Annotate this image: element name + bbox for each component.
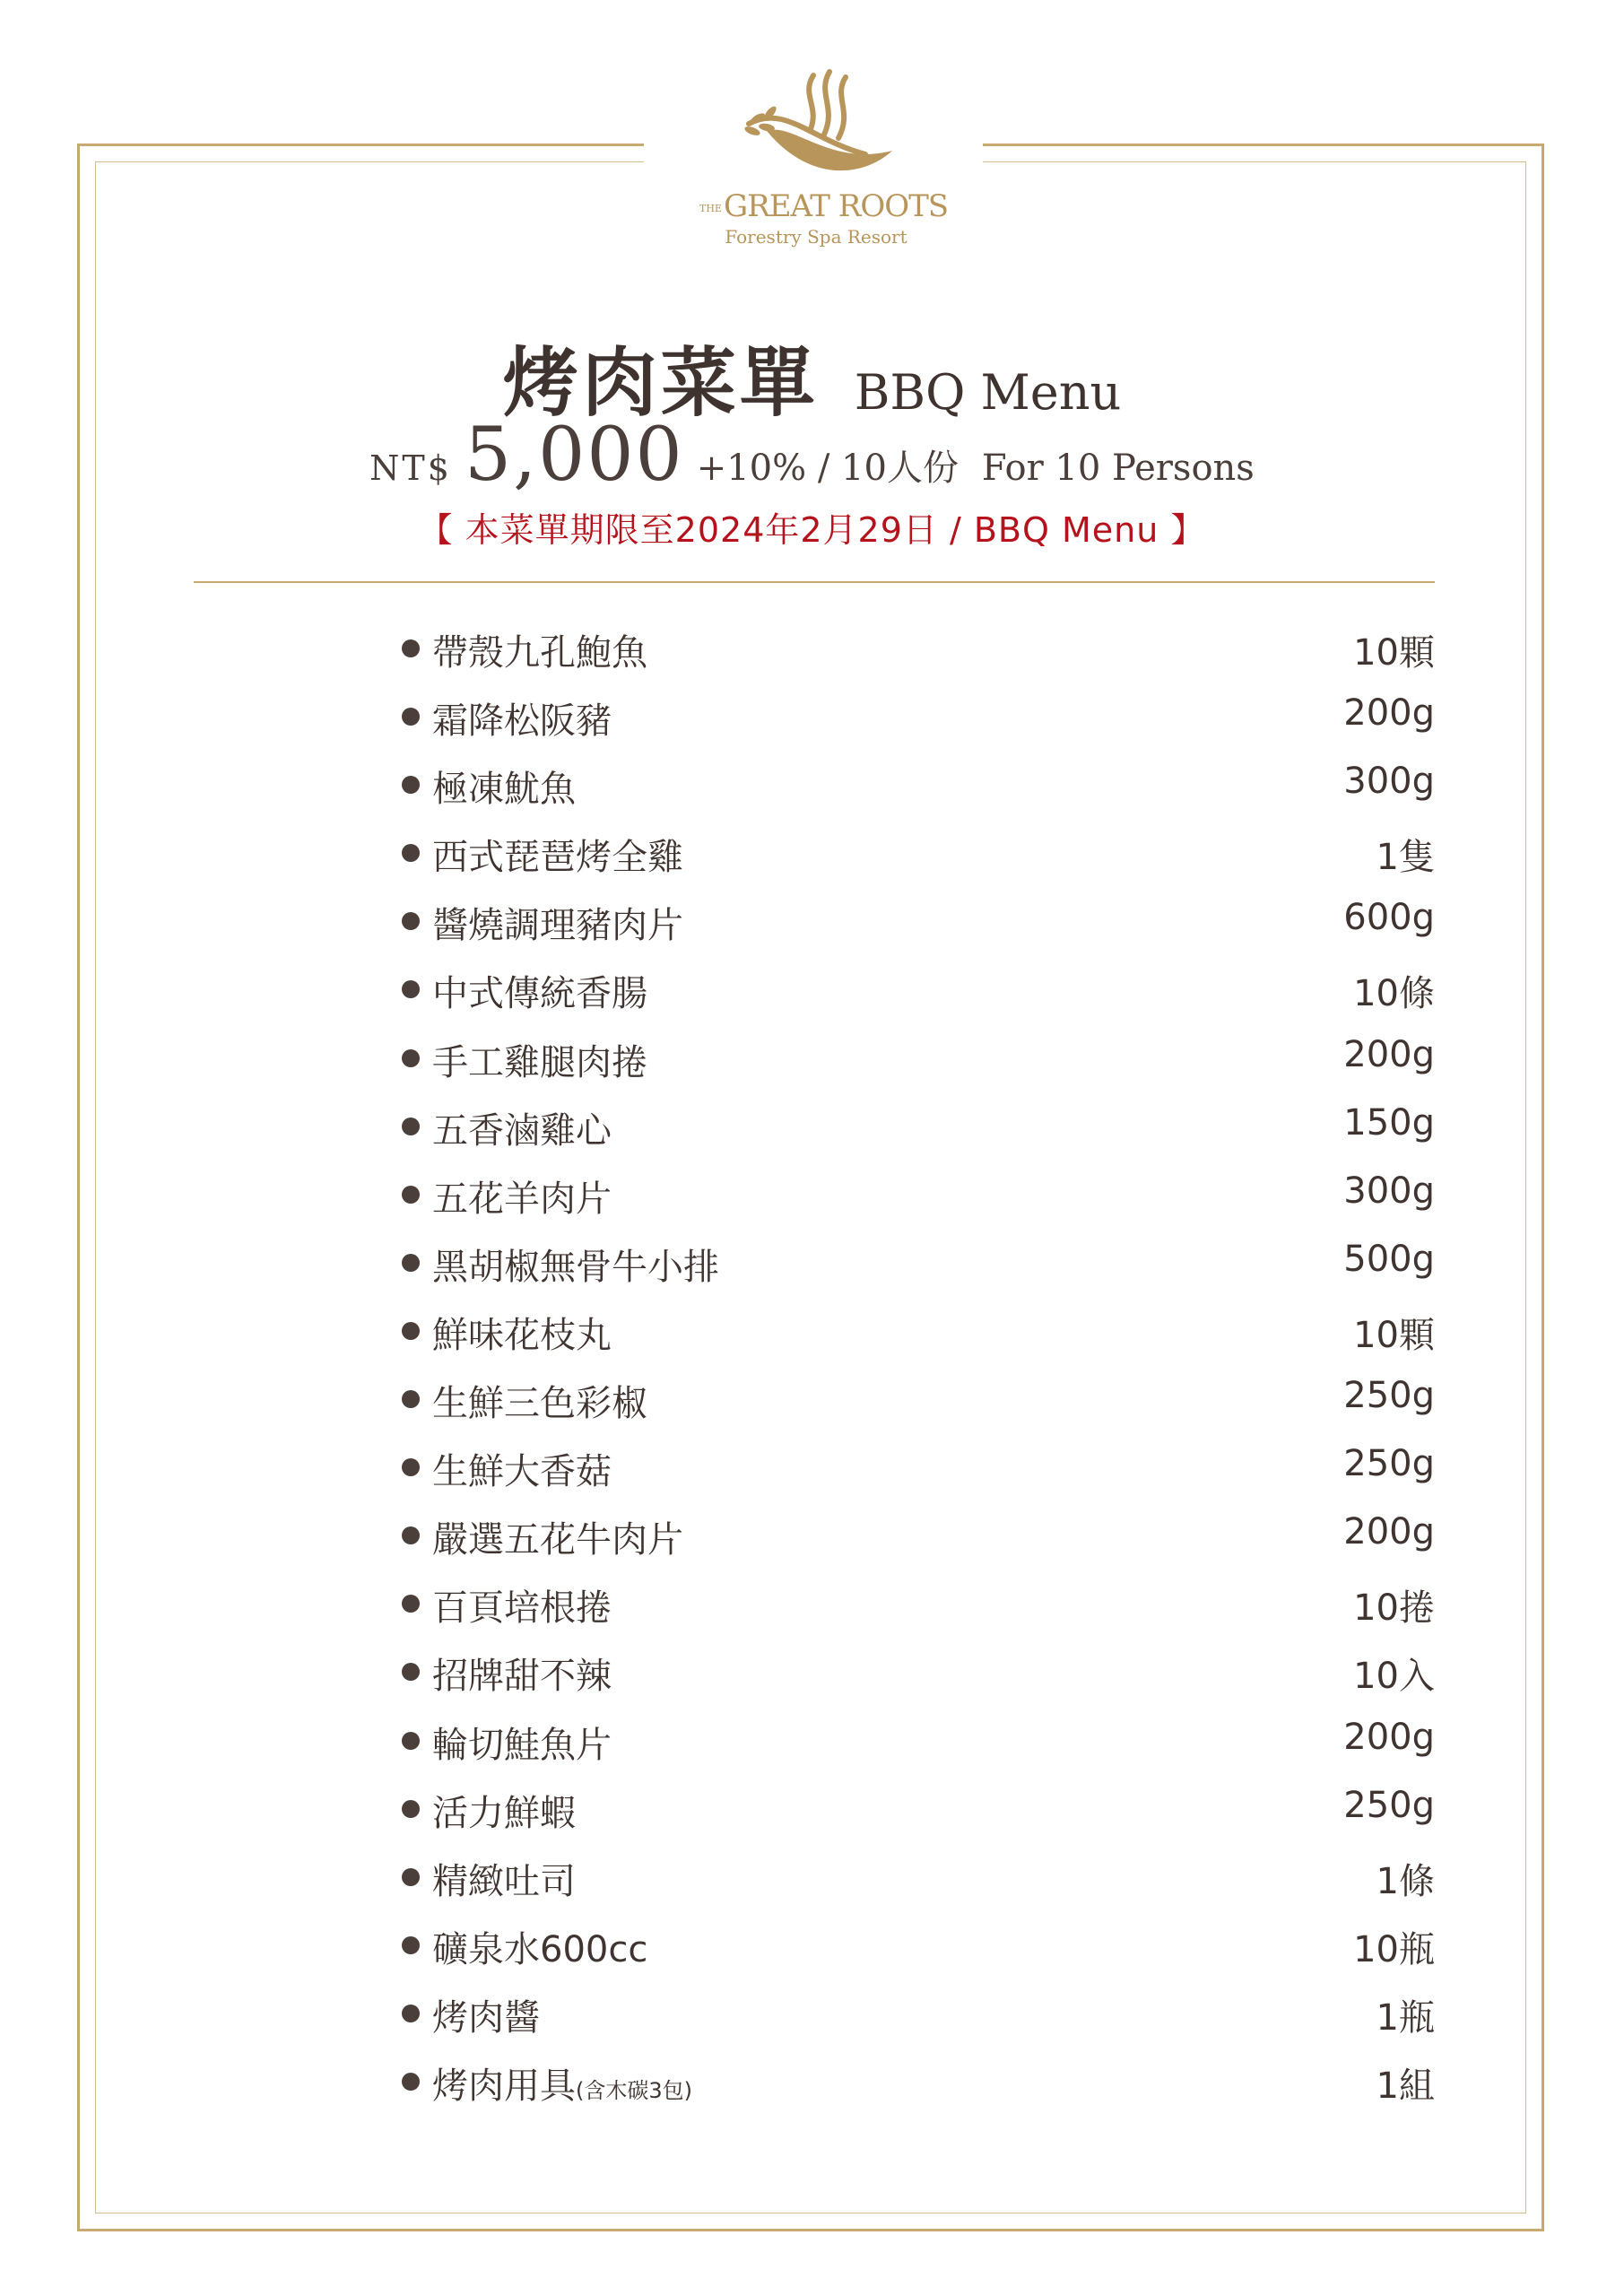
item-quantity: 1條 xyxy=(1376,1860,1435,1902)
bullet-icon xyxy=(402,1732,420,1750)
list-item xyxy=(402,1702,1435,1770)
item-quantity: 300g xyxy=(1343,1170,1435,1212)
item-name-text: 嚴選五花牛肉片 xyxy=(432,1519,683,1561)
bullet-icon xyxy=(402,1458,420,1476)
item-quantity: 1瓶 xyxy=(1376,1996,1435,2039)
item-name-text: 生鮮大香菇 xyxy=(432,1451,612,1493)
item-note: (含木碳3包) xyxy=(576,2077,692,2103)
logo-name xyxy=(699,188,949,224)
item-name xyxy=(432,692,612,744)
item-name xyxy=(432,1102,612,1153)
item-name xyxy=(432,1034,647,1085)
item-quantity: 10瓶 xyxy=(1353,1928,1435,1970)
bullet-icon xyxy=(402,639,420,657)
price-amount: 5,000 xyxy=(464,413,684,498)
logo-subtitle: Forestry Spa Resort xyxy=(725,226,908,248)
item-quantity: 10顆 xyxy=(1353,1314,1435,1356)
bullet-icon xyxy=(402,1049,420,1067)
bullet-icon xyxy=(402,1526,420,1544)
list-item xyxy=(402,1907,1435,1975)
item-name xyxy=(432,965,647,1016)
item-name-text: 精緻吐司 xyxy=(432,1860,576,1902)
item-name xyxy=(432,1579,612,1631)
item-name xyxy=(432,829,683,880)
item-name xyxy=(432,1648,612,1699)
item-quantity: 10捲 xyxy=(1353,1587,1435,1630)
price-currency: NT$ xyxy=(369,448,452,488)
item-quantity: 150g xyxy=(1343,1101,1435,1144)
item-quantity: 200g xyxy=(1343,1033,1435,1075)
list-item xyxy=(402,1224,1435,1292)
list-item xyxy=(402,1292,1435,1361)
bullet-icon xyxy=(402,1390,420,1408)
item-name-text: 霜降松阪豬 xyxy=(432,700,612,743)
item-name xyxy=(432,1785,576,1836)
menu-list xyxy=(402,610,1435,2111)
item-name-text: 輪切鮭魚片 xyxy=(432,1724,612,1766)
bullet-icon xyxy=(402,1595,420,1613)
list-item xyxy=(402,1361,1435,1429)
list-item xyxy=(402,2043,1435,2111)
item-quantity: 250g xyxy=(1343,1443,1435,1485)
bullet-icon xyxy=(402,1868,420,1886)
item-name xyxy=(432,2057,692,2109)
item-name-text: 醬燒調理豬肉片 xyxy=(432,905,683,947)
item-quantity: 500g xyxy=(1343,1238,1435,1280)
list-item xyxy=(402,951,1435,1019)
item-name xyxy=(432,1853,576,1904)
bullet-icon xyxy=(402,1663,420,1681)
item-name-text: 西式琵琶烤全雞 xyxy=(432,837,683,879)
bullet-icon xyxy=(402,912,420,930)
item-name-text: 百頁培根捲 xyxy=(432,1587,612,1630)
list-item xyxy=(402,1770,1435,1839)
item-name-text: 礦泉水600cc xyxy=(432,1928,648,1970)
item-name xyxy=(432,897,683,948)
bullet-icon xyxy=(402,2073,420,2091)
bullet-icon xyxy=(402,2005,420,2022)
bullet-icon xyxy=(402,1800,420,1818)
logo-name-text: GREAT ROOTS xyxy=(723,188,949,224)
divider xyxy=(194,581,1435,583)
title-english: BBQ Menu xyxy=(854,364,1122,421)
item-quantity: 250g xyxy=(1343,1784,1435,1826)
validity-notice: 【 本菜單期限至2024年2月29日 / BBQ Menu 】 xyxy=(418,510,1206,550)
bullet-icon xyxy=(402,1118,420,1135)
item-quantity: 1組 xyxy=(1376,2065,1435,2107)
price-line xyxy=(0,413,1624,498)
item-name-text: 手工雞腿肉捲 xyxy=(432,1041,647,1083)
bullet-icon xyxy=(402,1186,420,1204)
item-name xyxy=(432,1375,647,1426)
item-quantity: 200g xyxy=(1343,692,1435,735)
bullet-icon xyxy=(402,1936,420,1954)
item-name-text: 五花羊肉片 xyxy=(432,1178,612,1220)
list-item xyxy=(402,814,1435,883)
item-quantity: 250g xyxy=(1343,1375,1435,1417)
item-name xyxy=(432,1239,719,1290)
item-name xyxy=(432,1511,683,1562)
list-item xyxy=(402,1975,1435,2043)
item-name-text: 黑胡椒無骨牛小排 xyxy=(432,1246,719,1288)
bullet-icon xyxy=(402,980,420,998)
item-name-text: 烤肉醬 xyxy=(432,1996,540,2039)
list-item xyxy=(402,1156,1435,1224)
item-quantity: 1隻 xyxy=(1376,837,1435,879)
item-quantity: 200g xyxy=(1343,1511,1435,1553)
list-item xyxy=(402,678,1435,746)
list-item xyxy=(402,1565,1435,1633)
item-name xyxy=(432,1307,612,1358)
item-name xyxy=(432,1921,647,1972)
item-quantity: 300g xyxy=(1343,761,1435,803)
list-item xyxy=(402,883,1435,951)
item-name-text: 極凍魷魚 xyxy=(432,769,576,811)
title-chinese: 烤肉菜單 xyxy=(502,338,819,427)
resort-logo xyxy=(699,68,949,274)
item-name-text: 帶殼九孔鮑魚 xyxy=(432,632,647,674)
bullet-icon xyxy=(402,708,420,726)
bird-branch-logo-icon xyxy=(731,68,901,185)
item-quantity: 10條 xyxy=(1353,973,1435,1015)
list-item xyxy=(402,1020,1435,1088)
logo-the: THE xyxy=(699,202,722,214)
item-name-text: 中式傳統香腸 xyxy=(432,973,647,1015)
list-item xyxy=(402,1429,1435,1497)
item-quantity: 10顆 xyxy=(1353,632,1435,674)
item-name-text: 活力鮮蝦 xyxy=(432,1792,576,1834)
bullet-icon xyxy=(402,776,420,794)
list-item xyxy=(402,1088,1435,1156)
bullet-icon xyxy=(402,1322,420,1340)
item-quantity: 600g xyxy=(1343,897,1435,939)
item-quantity: 10入 xyxy=(1353,1656,1435,1698)
item-name xyxy=(432,624,647,675)
item-name xyxy=(432,1170,612,1222)
item-name xyxy=(432,1443,612,1494)
item-quantity: 200g xyxy=(1343,1716,1435,1758)
list-item xyxy=(402,746,1435,814)
item-name xyxy=(432,761,576,812)
item-name-text: 招牌甜不辣 xyxy=(432,1656,612,1698)
item-name xyxy=(432,1717,612,1768)
bullet-icon xyxy=(402,1254,420,1272)
item-name xyxy=(432,1989,540,2040)
list-item xyxy=(402,1633,1435,1701)
list-item xyxy=(402,1839,1435,1907)
item-name-text: 烤肉用具 xyxy=(432,2065,576,2107)
bullet-icon xyxy=(402,844,420,862)
item-name-text: 五香滷雞心 xyxy=(432,1109,612,1152)
list-item xyxy=(402,1497,1435,1565)
item-name-text: 生鮮三色彩椒 xyxy=(432,1383,647,1425)
item-name-text: 鮮味花枝丸 xyxy=(432,1314,612,1356)
price-extra: +10% / 10人份 xyxy=(696,448,959,489)
price-english: For 10 Persons xyxy=(981,448,1255,489)
list-item xyxy=(402,610,1435,678)
